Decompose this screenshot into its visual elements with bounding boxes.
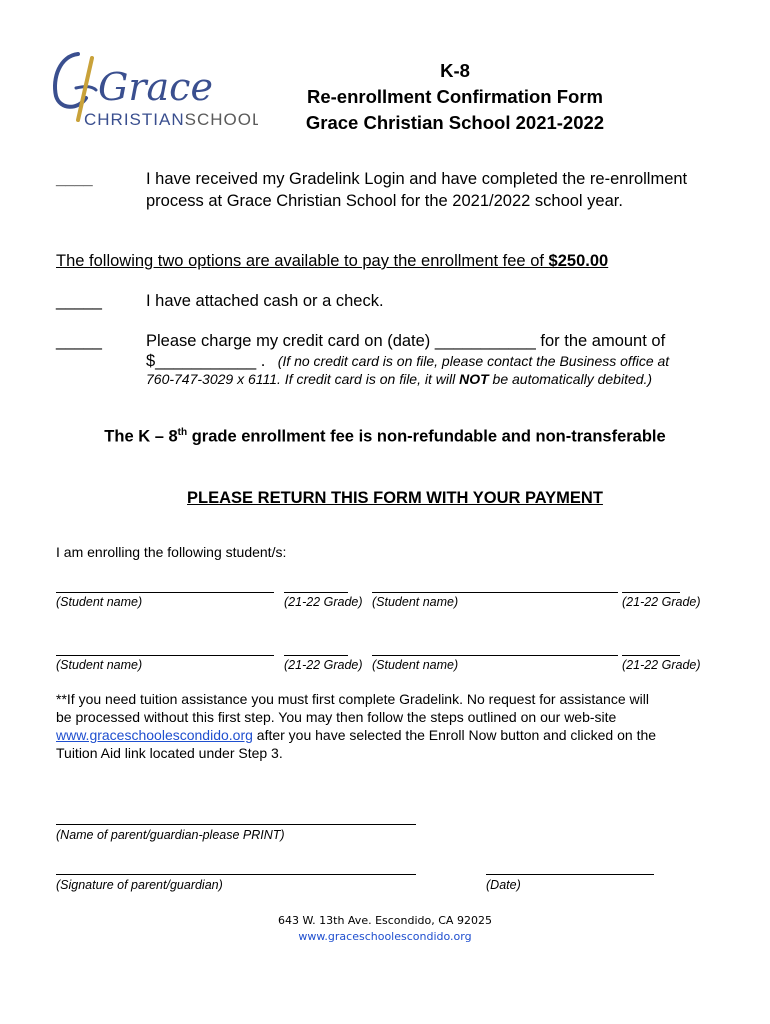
option2-note-not: NOT	[459, 371, 489, 387]
student-label-2: (Student name)	[372, 595, 459, 609]
date-line[interactable]	[486, 874, 654, 875]
parent-name-label: (Name of parent/guardian-please PRINT)	[56, 828, 285, 842]
option2-line1: Please charge my credit card on (date) ___________ for the amount of	[146, 332, 666, 350]
return-notice: PLEASE RETURN THIS FORM WITH YOUR PAYMENT	[187, 489, 603, 507]
website-link[interactable]: www.graceschoolescondido.org	[56, 727, 253, 743]
fee-notice-sup: th	[177, 427, 188, 438]
grade-line-3[interactable]	[284, 655, 348, 656]
student-name-line-4[interactable]	[372, 655, 618, 656]
grade-label-1: (21-22 Grade)	[284, 595, 363, 609]
option2-blank[interactable]: _____	[56, 332, 102, 350]
option2-amount-blank[interactable]: $___________ .	[146, 352, 266, 370]
student-name-line-1[interactable]	[56, 592, 274, 593]
logo-word-school: SCHOOL	[184, 110, 258, 129]
footer-website[interactable]: www.graceschoolescondido.org	[298, 930, 472, 943]
confirm-statement	[146, 168, 746, 212]
grade-line-2[interactable]	[622, 592, 680, 593]
grade-label-3: (21-22 Grade)	[284, 658, 363, 672]
svg-text:CHRISTIANSCHOOL	[84, 110, 258, 129]
assistance-line-1: **If you need tuition assistance you must first complete Gradelink. No request for assistance will	[56, 691, 649, 707]
student-label-3: (Student name)	[56, 658, 143, 672]
fee-amount: $250.00	[548, 252, 609, 270]
form-title	[240, 58, 670, 136]
grade-label-2: (21-22 Grade)	[622, 595, 701, 609]
parent-signature-label: (Signature of parent/guardian)	[56, 878, 223, 892]
grade-line-1[interactable]	[284, 592, 348, 593]
assistance-line-2: be processed without this first step. You may then follow the steps outlined on our web-site	[56, 709, 617, 725]
parent-name-line[interactable]	[56, 824, 416, 825]
assistance-paragraph	[56, 690, 736, 762]
confirm-line-2: process at Grace Christian School for the 2021/2022 school year.	[146, 192, 623, 210]
option2-note-2: 760-747-3029 x 6111. If credit card is on file, it will NOT be automatically debited.)	[146, 371, 653, 387]
assistance-line-4: Tuition Aid link located under Step 3.	[56, 745, 283, 761]
logo-script-text: Grace	[98, 65, 213, 109]
parent-signature-line[interactable]	[56, 874, 416, 875]
footer-address: 643 W. 13th Ave. Escondido, CA 92025	[278, 914, 492, 927]
option2-note-1: (If no credit card is on file, please contact the Business office at	[277, 353, 670, 369]
date-label: (Date)	[486, 878, 521, 892]
grade-label-4: (21-22 Grade)	[622, 658, 701, 672]
school-logo	[48, 48, 258, 130]
student-name-line-3[interactable]	[56, 655, 274, 656]
payment-options-intro	[56, 250, 608, 272]
confirm-blank[interactable]: ____	[56, 170, 93, 188]
student-label-4: (Student name)	[372, 658, 459, 672]
option2-line2	[146, 350, 669, 372]
fee-notice: The K – 8th grade enrollment fee is non-refundable and non-transferable	[104, 427, 666, 446]
title-grade: K-8	[440, 60, 470, 81]
student-label-1: (Student name)	[56, 595, 143, 609]
confirm-line-1: I have received my Gradelink Login and have completed the re-enrollment	[146, 170, 688, 188]
title-form-name: Re-enrollment Confirmation Form	[306, 86, 603, 107]
option1-text: I have attached cash or a check.	[146, 292, 384, 310]
title-school-year: Grace Christian School 2021-2022	[305, 112, 605, 133]
grade-line-4[interactable]	[622, 655, 680, 656]
option1-blank[interactable]: _____	[56, 292, 102, 310]
enrolling-intro: I am enrolling the following student/s:	[56, 544, 287, 560]
assistance-line-3: www.graceschoolescondido.org after you have selected the Enroll Now button and clicked on the	[56, 727, 657, 743]
options-intro-text: The following two options are available to pay the enrollment fee of	[56, 252, 549, 270]
logo-graphic	[48, 48, 258, 130]
student-name-line-2[interactable]	[372, 592, 618, 593]
logo-word-christian: CHRISTIAN	[84, 110, 185, 129]
